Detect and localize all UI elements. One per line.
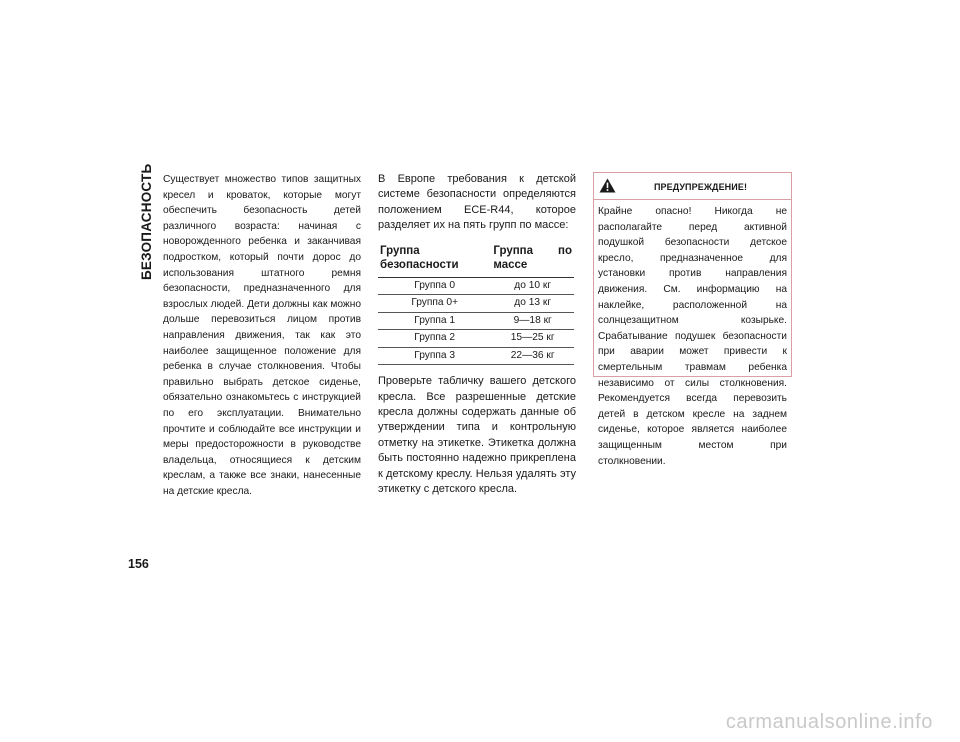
table-header-weight: Группа по массе [491, 244, 574, 278]
table-row [378, 295, 574, 313]
weight-group-table [378, 244, 574, 366]
intro-paragraph: Существует множество типов защитных кресел и кроваток, которые могут обеспечить безопасность детей различного возраста: начиная с новорожденного ребенка и заканчивая подростком, который почти дорос до использования штатного ремня безопасности, предназначенного для взрослых людей. Дети должны как можно дольше перевозиться лицом против направления движения, так как это наиболее защищенное положение для ребенка в случае столкновения. Чтобы правильно выбрать детское сиденье, обязательно ознакомьтесь с инструкцией по его эксплуатации. Внимательно прочтите и соблюдайте все инструкции и меры предосторожности в руководстве владельца, относящиеся к детским креслам, а также все знаки, нанесенные на детские кресла. [163, 174, 361, 497]
table-row [378, 330, 574, 348]
watermark: carmanualsonline.info [725, 711, 933, 733]
section-title-vertical: БЕЗОПАСНОСТЬ [139, 163, 154, 280]
page-number: 156 [128, 557, 149, 571]
label-paragraph: Проверьте табличку вашего детского кресла. Все разрешенные детские кресла должны содержать данные об утверждении типа и контрольную отметку на этикетке. Этикетка должна быть постоянно надежно прикреплена к детскому креслу. Нельзя удалять эту этикетку с детского кресла. [378, 375, 576, 495]
regulation-paragraph: В Европе требования к детской системе безопасности определяются положением ECE-R44, которое разделяет их на пять групп по массе: [378, 173, 576, 232]
table-cell-group: Группа 2 [378, 330, 491, 348]
table-cell-weight: до 13 кг [491, 295, 574, 313]
table-cell-weight: 22—36 кг [491, 347, 574, 365]
table-cell-group: Группа 1 [378, 312, 491, 330]
table-row [378, 312, 574, 330]
table-cell-group: Группа 0 [378, 277, 491, 295]
column-middle [378, 172, 576, 497]
table-cell-weight: до 10 кг [491, 277, 574, 295]
table-cell-weight: 15—25 кг [491, 330, 574, 348]
table-cell-group: Группа 0+ [378, 295, 491, 313]
table-cell-weight: 9—18 кг [491, 312, 574, 330]
table-cell-group: Группа 3 [378, 347, 491, 365]
warning-box [593, 172, 792, 467]
warning-header [594, 173, 791, 200]
table-header-row [378, 244, 574, 278]
warning-title: ПРЕДУПРЕЖДЕНИЕ! [653, 182, 748, 192]
table-row [378, 347, 574, 365]
table-row [378, 277, 574, 295]
warning-text: Крайне опасно! Никогда не располагайте перед активной подушкой безопасности детское кресло, предназначенное для установки против направления движения. См. информацию на наклейке, расположенной на солнцезащитном козырьке. Срабатывание подушек безопасности при аварии может привести к смертельным травмам ребенка независимо от силы столкновения. Рекомендуется всегда перевозить детей в детском кресле на заднем сиденье, которое является наиболее защищенным местом при столкновении. [598, 206, 787, 467]
column-left [163, 172, 361, 499]
table-header-group: Группа безопасности [378, 244, 491, 278]
